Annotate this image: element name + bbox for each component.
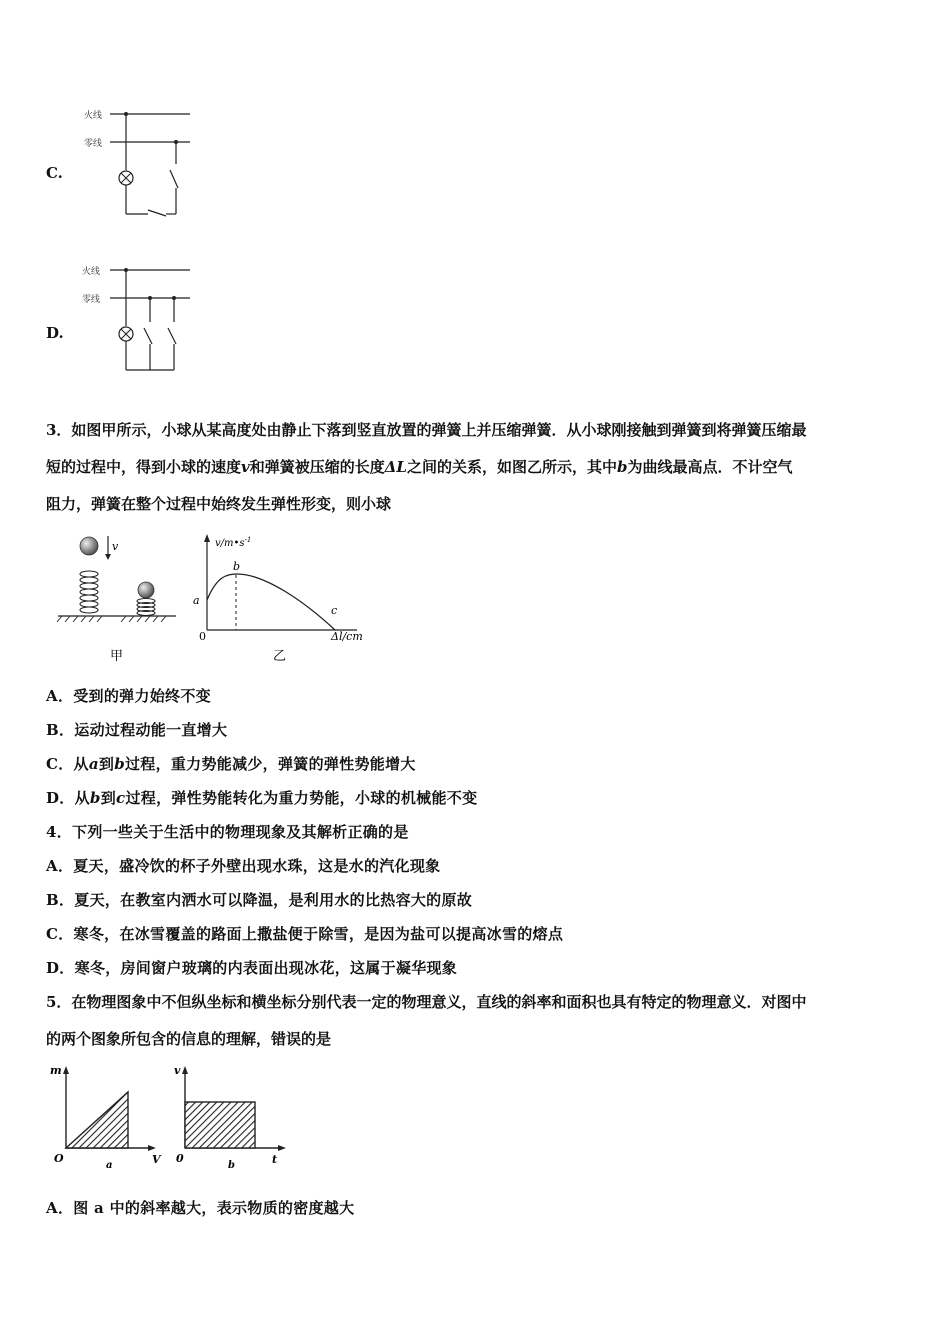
q5-graphs	[44, 1062, 304, 1177]
neutral-wire-label: 零线	[84, 139, 103, 149]
live-wire-label: 火线	[82, 267, 101, 277]
arrow-down-icon	[105, 554, 111, 560]
x-axis-label: Δl/cm	[331, 630, 363, 643]
q3-stem-line3: 阻力，弹簧在整个过程中始终发生弹性形变，则小球	[46, 495, 392, 513]
ball-icon	[138, 582, 154, 598]
compressed-spring-icon	[137, 599, 155, 616]
arrow-up-icon	[63, 1066, 69, 1074]
circuit-diagram-c	[70, 100, 210, 230]
velocity-label: v	[112, 540, 119, 553]
q4-option-b[interactable]: B．夏天，在教室内洒水可以降温，是利用水的比热容大的原故	[46, 891, 473, 909]
figure-yi-caption: 乙	[273, 649, 287, 664]
graph-b-x-label: t	[272, 1153, 278, 1166]
figure-jia	[52, 530, 182, 670]
q3-option-c[interactable]: C．从a到b过程，重力势能减少，弹簧的弹性势能增大	[46, 755, 416, 773]
switch-icon	[144, 328, 152, 344]
y-axis-label: $v/m•s^{-1}$	[215, 536, 252, 549]
live-wire-label: 火线	[84, 111, 103, 121]
circuit-diagram-d	[70, 258, 210, 378]
lamp-icon	[119, 327, 133, 341]
velocity-curve	[207, 574, 338, 630]
q5-stem-line2: 的两个图象所包含的信息的理解，错误的是	[46, 1030, 332, 1048]
q3-option-d[interactable]: D．从b到c过程，弹性势能转化为重力势能，小球的机械能不变	[46, 789, 478, 807]
switch-icon	[170, 170, 178, 188]
graph-a-shaded-triangle	[66, 1092, 128, 1148]
origin-label: 0	[199, 630, 206, 643]
q3-option-b[interactable]: B．运动过程动能一直增大	[46, 721, 228, 739]
graph-b	[174, 1064, 286, 1171]
ball-icon	[80, 537, 98, 555]
switch-icon	[168, 328, 176, 344]
lamp-icon	[119, 171, 133, 185]
graph-b-caption: b	[228, 1160, 235, 1171]
q3-stem-line1: 3．如图甲所示，小球从某高度处由静止下落到竖直放置的弹簧上并压缩弹簧．从小球刚接触到弹簧到将弹簧压缩最	[46, 421, 807, 439]
point-c-label: c	[331, 604, 338, 617]
switch-icon	[148, 210, 166, 216]
q5-stem-line1: 5．在物理图象中不但纵坐标和横坐标分别代表一定的物理意义，直线的斜率和面积也具有特定的物理意义．对图中	[46, 993, 807, 1011]
arrow-up-icon	[182, 1066, 188, 1074]
option-d-label: D.	[46, 324, 64, 342]
graph-b-shaded-rect	[185, 1102, 255, 1148]
q3-stem-line2: 短的过程中，得到小球的速度v和弹簧被压缩的长度ΔL之间的关系，如图乙所示，其中b为曲线最高点．不计空气	[46, 458, 793, 476]
spring-icon	[80, 571, 98, 613]
q4-stem: 4．下列一些关于生活中的物理现象及其解析正确的是	[46, 823, 409, 841]
arrow-up-icon	[204, 534, 210, 542]
figure-yi-graph	[185, 530, 385, 670]
q4-option-d[interactable]: D．寒冬，房间窗户玻璃的内表面出现冰花，这属于凝华现象	[46, 959, 458, 977]
q3-option-a[interactable]: A．受到的弹力始终不变	[46, 687, 211, 705]
ground-hatch	[57, 616, 166, 622]
graph-b-y-label: v	[174, 1064, 181, 1077]
q5-stem	[46, 984, 896, 1058]
graph-a-caption: a	[106, 1160, 113, 1171]
graph-b-origin: 0	[176, 1152, 184, 1165]
arrow-right-icon	[148, 1145, 156, 1151]
graph-a-x-label: V	[152, 1153, 161, 1166]
option-c-label: C.	[46, 164, 63, 182]
q4-option-a[interactable]: A．夏天，盛冷饮的杯子外壁出现水珠，这是水的汽化现象	[46, 857, 441, 875]
q4-option-c[interactable]: C．寒冬，在冰雪覆盖的路面上撒盐便于除雪，是因为盐可以提高冰雪的熔点	[46, 925, 564, 943]
point-b-label: b	[233, 560, 241, 573]
graph-a-origin: O	[54, 1152, 64, 1165]
q3-stem	[46, 412, 896, 523]
figure-jia-caption: 甲	[110, 649, 124, 664]
graph-a-y-label: m	[50, 1064, 62, 1077]
arrow-right-icon	[278, 1145, 286, 1151]
graph-a	[50, 1064, 162, 1171]
neutral-wire-label: 零线	[82, 295, 101, 305]
point-a-label: a	[193, 594, 200, 607]
q5-option-a[interactable]: A．图 a 中的斜率越大，表示物质的密度越大	[46, 1199, 355, 1217]
